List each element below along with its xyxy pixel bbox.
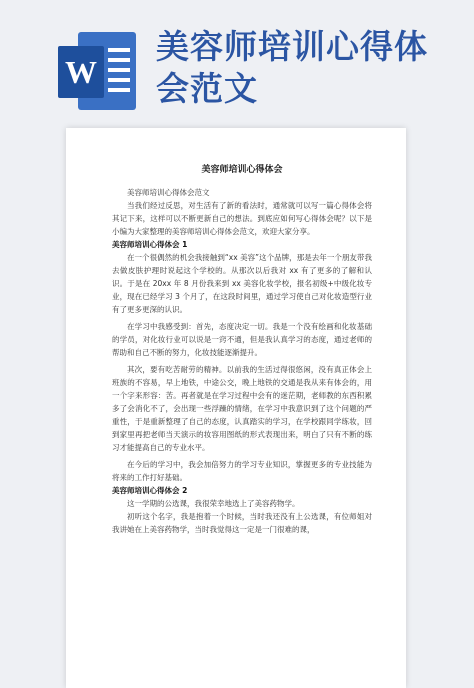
paragraph: 在学习中我感受到：首先，态度决定一切。我是一个没有绘画和化妆基础的学员，对化妆行业可以说是一窍不通，但是我认真学习的态度，通过老师的帮助和自己不断的努力，化妆技能逐渐提升。 [112,322,372,357]
document-body [112,162,372,536]
word-icon-letter: W [58,46,104,98]
paragraph: 当我们经过反思，对生活有了新的看法时，通常就可以写一篇心得体会将其记下来，这样可以不断更新自己的想法。到底应如何写心得体会呢？以下是小编为大家整理的美容师培训心得体会范文，欢迎大家分享。 [112,201,372,236]
paragraph: 这一学期的公选课，我很荣幸地选上了美容药物学。 [127,499,300,508]
document-page [66,128,406,688]
word-icon [58,32,136,112]
document-title: 美容师培训心得体会 [201,165,283,175]
word-icon-line [108,68,130,72]
word-icon-line [108,78,130,82]
section-heading: 美容师培训心得体会 1 [112,240,188,249]
section-heading: 美容师培训心得体会 2 [112,486,188,495]
word-icon-line [108,58,130,62]
paragraph: 在一个很偶然的机会我接触到“xx 美容”这个品牌，那是去年一个朋友带我去做皮肤护理时说起这个学校的。从那次以后我对 xx 有了更多的了解和认识。于是在 20xx 年 8 月份我来到 xx 美容化妆学校，报名初级+中级化妆专业，现在已经学习 3 个月了，在这段时间里，通过学习使自己对化妆造型行业有了更多更深的认识。 [112,253,372,314]
banner-title: 美容师培训心得体会范文 [156,27,428,108]
paragraph: 美容师培训心得体会范文 [127,188,210,197]
word-icon-line [108,48,130,52]
paragraph: 初听这个名字，我是抱着一个时候，当时我还没有上公选课，有位师姐对我讲她在上美容药物学，当时我觉得这一定是一门很难的课， [112,512,372,534]
word-icon-line [108,88,130,92]
paragraph: 其次，要有吃苦耐劳的精神。以前我的生活过得很悠闲，没有真正体会上班族的不容易，早上地铁，中途公交，晚上地铁的交通是我从来有体会的，用一个字来形容：苦。再者就是在学习过程中会有的迷茫期，老师教的东西积累多了会消化不了，会出现一些浮躁的情绪，在学习中我意识到了这个问题的严重性，于是重新整理了自己的态度，认真踏实的学习，在学校跟同学练妆，回到家里再把老师当天演示的妆容用图纸的形式表现出来，明白了只有不断的练习才能提高自己的专业水平。 [112,365,372,452]
paragraph: 在今后的学习中，我会加倍努力的学习专业知识，掌握更多的专业技能为将来的工作打好基础。 [112,460,372,482]
